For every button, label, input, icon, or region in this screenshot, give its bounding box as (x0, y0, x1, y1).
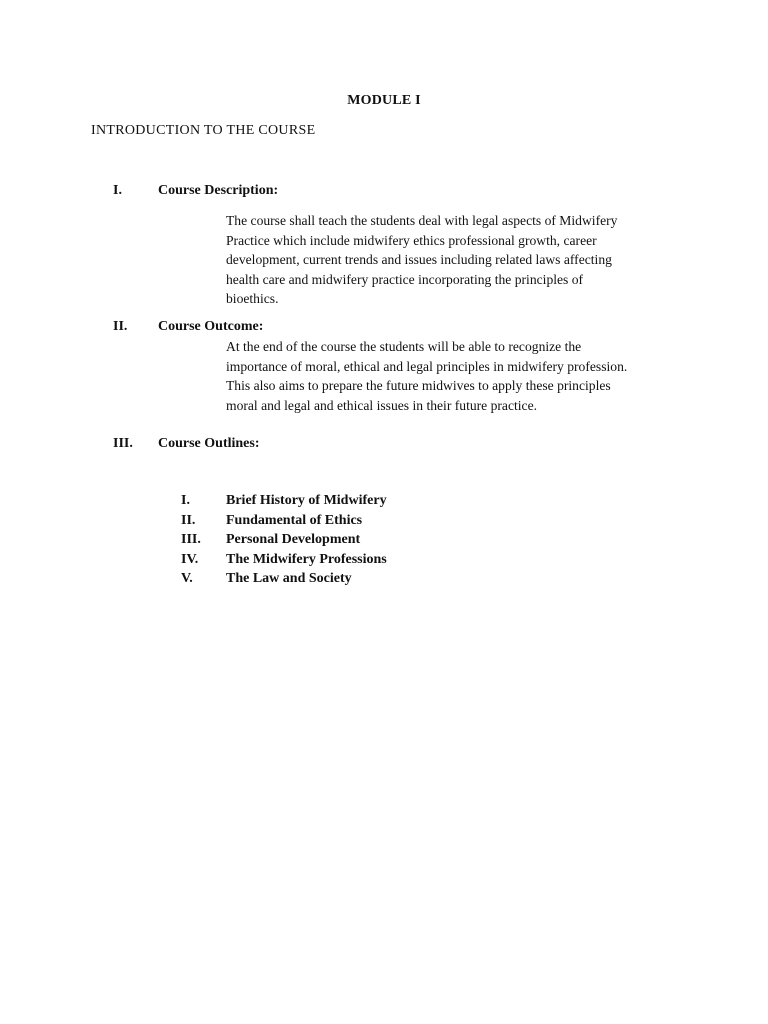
paragraph-line: At the end of the course the students will be able to recognize the (226, 339, 582, 354)
paragraph-line: bioethics. (226, 291, 279, 307)
paragraph-line: Practice which include midwifery ethics professional growth, career (226, 232, 597, 248)
section-heading-outlines: Course Outlines: (158, 436, 260, 451)
outline-item-text: The Midwifery Professions (226, 551, 387, 567)
section-heading-description: Course Description: (158, 183, 279, 198)
course-outcome-paragraph (226, 337, 676, 415)
outline-item-text: Fundamental of Ethics (226, 512, 363, 528)
outline-item-number: I. (181, 493, 190, 508)
paragraph-line: importance of moral, ethical and legal principles in midwifery profession. (226, 358, 628, 374)
section-number-outlines: III. (113, 436, 133, 451)
paragraph-line: health care and midwifery practice incorporating the principles of (226, 271, 584, 287)
paragraph-line: development, current trends and issues including related laws affecting (226, 252, 612, 268)
paragraph-line: moral and legal and ethical issues in their future practice. (226, 397, 538, 413)
outline-item-text: Brief History of Midwifery (226, 493, 387, 508)
outline-item-number: III. (181, 532, 201, 547)
course-description-paragraph (226, 211, 676, 309)
outline-item-number: II. (181, 512, 196, 528)
paragraph-line: This also aims to prepare the future midwives to apply these principles (226, 378, 611, 394)
outline-item-number: V. (181, 571, 193, 586)
course-title: INTRODUCTION TO THE COURSE (91, 123, 316, 138)
paragraph-line: The course shall teach the students deal with legal aspects of Midwifery (226, 213, 618, 228)
module-title: MODULE I (347, 93, 421, 108)
outline-item-text: Personal Development (226, 532, 361, 547)
section-number-outcome: II. (113, 319, 128, 334)
outline-item-number: IV. (181, 551, 199, 567)
section-heading-outcome: Course Outcome: (158, 319, 264, 334)
section-number-description: I. (113, 183, 122, 198)
outline-item-text: The Law and Society (226, 571, 352, 586)
